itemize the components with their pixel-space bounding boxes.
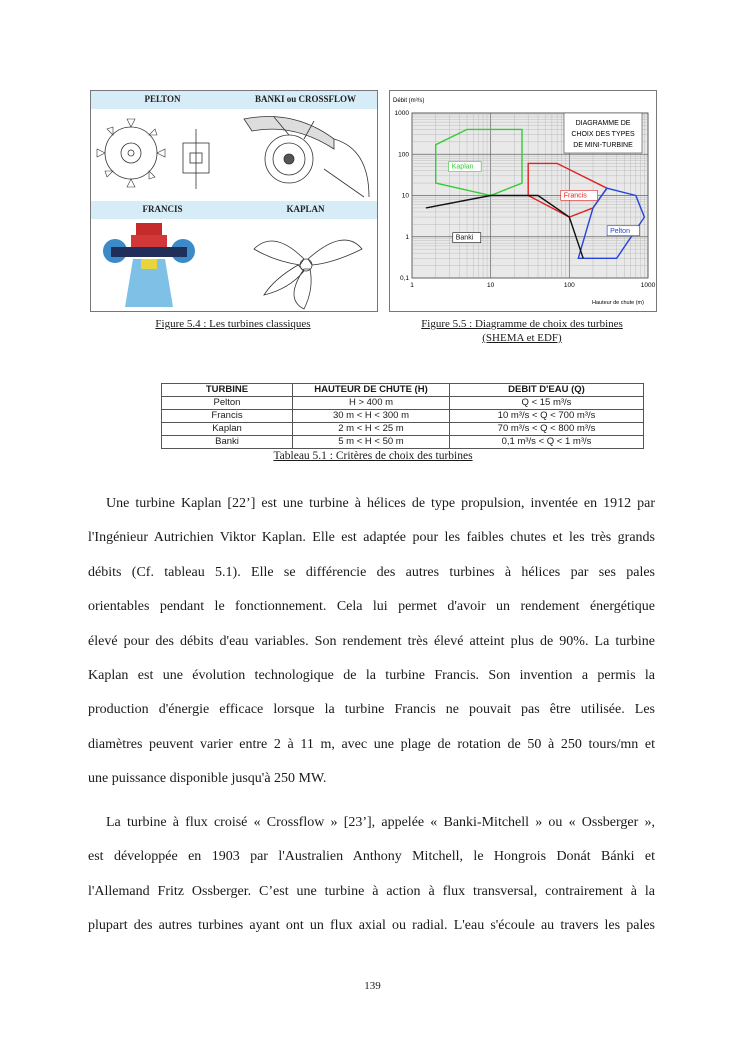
series-label: Pelton [610,227,630,235]
figure-5-5 [389,90,657,312]
text-line: La turbine à flux croisé « Crossflow » [23’], appelée « Banki-Mitchell » ou « Ossberger », [106,815,655,830]
col-height: HAUTEUR DE CHUTE (H) [293,384,450,397]
pelton-drawing [91,109,234,201]
text-line: débits (Cf. tableau 5.1). Elle se différencie des autres turbines à hélices par ses pales [88,564,655,580]
y-tick-label: 10 [401,192,409,200]
table-header-row [162,384,644,397]
series-label: Banki [455,234,474,242]
francis-panel [91,201,234,311]
x-axis-label: Hauteur de chute (m) [592,300,644,306]
y-tick-label: 1000 [394,110,409,117]
text-line: est développée en 1903 par l'Australien Anthony Mitchell, le Hongrois Donát Bánki et [88,849,655,865]
pelton-label: PELTON [144,94,181,104]
criteria-table [161,383,644,449]
text-line: l'Ingénieur Autrichien Viktor Kaplan. Elle est adaptée pour les faibles chutes et les très grands [88,530,655,546]
table-cell: 0,1 m³/s < Q < 1 m³/s [450,436,644,449]
paragraph-kaplan [88,487,655,797]
table-cell: H > 400 m [293,397,450,410]
table-5-1-caption: Tableau 5.1 : Critères de choix des turbines [273,450,473,462]
diagram-title-line1: DIAGRAMME DE [575,120,631,127]
banki-drawing [234,109,377,201]
table-row [162,397,644,410]
table-row [162,436,644,449]
x-tick-label: 1 [410,282,414,289]
figure-5-4 [90,90,378,312]
text-line: diamètres peuvent varier entre 2 à 11 m, avec une plage de rotation de 50 à 250 tours/mn et [88,736,655,752]
figure-5-5-caption-line2: (SHEMA et EDF) [482,332,562,344]
kaplan-panel [234,201,377,311]
page-number: 139 [364,980,381,992]
text-line: Une turbine Kaplan [22’] est une turbine à hélices de type propulsion, inventée en 1912 par [106,496,655,511]
text-line: une puissance disponible jusqu'à 250 MW. [88,771,327,787]
table-cell: Kaplan [162,423,293,436]
col-flow: DEBIT D'EAU (Q) [450,384,644,397]
series-label: Francis [563,192,587,200]
table-cell: Q < 15 m³/s [450,397,644,410]
y-tick-label: 0,1 [399,275,409,282]
table-cell: 30 m < H < 300 m [293,410,450,423]
banki-panel [234,91,377,201]
x-tick-label: 10 [487,282,495,289]
text-line: l'Allemand Fritz Ossberger. C’est une turbine à action à flux transversal, contrairement à la [88,883,655,899]
pelton-panel [91,91,234,201]
figure-5-4-caption: Figure 5.4 : Les turbines classiques [155,318,311,330]
turbine-choice-diagram [390,91,656,311]
x-tick-label: 100 [563,282,575,289]
table-row [162,423,644,436]
francis-label: FRANCIS [142,204,183,214]
text-line: orientables pendant le fonctionnement. Cela lui permet d'avoir un rendement énergétique [88,599,655,615]
francis-drawing [91,219,234,311]
text-line: plupart des autres turbines ayant ont un flux axial ou radial. L'eau s'écoule au travers les pales [88,918,655,934]
text-line: production d'énergie efficace lorsque la turbine Francis ne pouvait pas être utilisée. Les [88,702,655,718]
banki-label: BANKI ou CROSSFLOW [254,94,357,104]
figure-5-5-caption-line1: Figure 5.5 : Diagramme de choix des turbines [421,318,623,330]
table-cell: 10 m³/s < Q < 700 m³/s [450,410,644,423]
diagram-title-line2: CHOIX DES TYPES [571,131,635,138]
text-line: Kaplan est une évolution technologique de la turbine Francis. Son invention a permis la [88,667,655,683]
y-tick-label: 1 [405,233,409,241]
table-cell: Banki [162,436,293,449]
series-label: Kaplan [451,163,474,171]
table-cell: 70 m³/s < Q < 800 m³/s [450,423,644,436]
text-line: élevé pour des débits d'eau variables. Son rendement très élevé atteint plus de 90%. La turbine [88,633,655,649]
table-cell: 2 m < H < 25 m [293,423,450,436]
paragraph-crossflow [88,806,655,944]
kaplan-label: KAPLAN [286,204,325,214]
y-tick-label: 100 [398,151,409,159]
y-axis-label: Débit (m³/s) [393,98,425,104]
col-turbine: TURBINE [162,384,293,397]
diagram-title-line3: DE MINI-TURBINE [573,142,633,149]
table-cell: Francis [162,410,293,423]
table-cell: 5 m < H < 50 m [293,436,450,449]
table-cell: Pelton [162,397,293,410]
x-tick-label: 1000 [640,282,656,289]
kaplan-drawing [234,219,377,311]
table-row [162,410,644,423]
